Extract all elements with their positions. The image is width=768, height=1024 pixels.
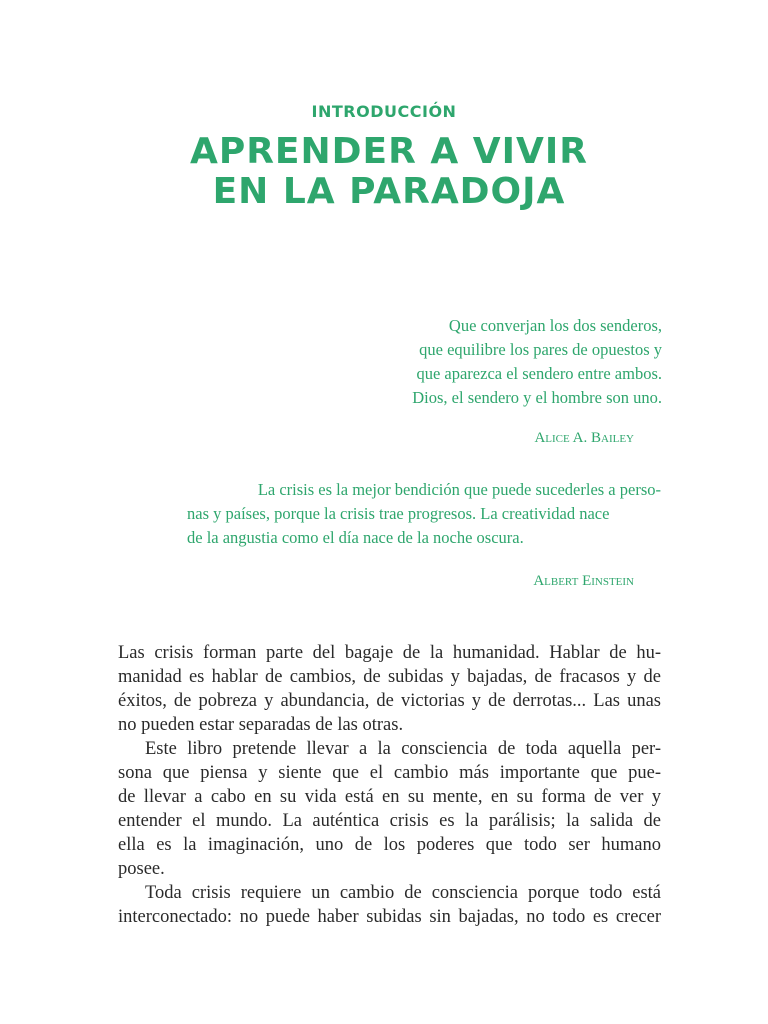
body-line: Las crisis forman parte del bagaje de la humanidad. Hablar de hu- — [118, 643, 661, 663]
epigraph-2-line: La crisis es la mejor bendición que puede sucederles a perso- — [257, 480, 661, 499]
epigraph-2-author: Albert Einstein — [533, 573, 634, 589]
body-line: Toda crisis requiere un cambio de consciencia porque todo está — [145, 883, 661, 903]
epigraph-2-line: nas y países, porque la crisis trae progresos. La creatividad nace — [187, 504, 610, 523]
body-line: de llevar a cabo en su vida está en su mente, en su forma de ver y — [118, 787, 661, 807]
body-line: éxitos, de pobreza y abundancia, de victorias y de derrotas... Las unas — [118, 691, 661, 711]
epigraph-1-line: que aparezca el sendero entre ambos. — [416, 364, 662, 383]
body-line: sona que piensa y siente que el cambio más importante que pue- — [118, 763, 661, 783]
epigraph-2 — [187, 478, 661, 550]
body-line: Este libro pretende llevar a la consciencia de toda aquella per- — [145, 739, 661, 759]
body-line: no pueden estar separadas de las otras. — [118, 715, 404, 735]
body-line: posee. — [118, 859, 165, 879]
epigraph-1 — [412, 314, 662, 410]
chapter-title-line-2: EN LA PARADOJA — [212, 171, 566, 212]
epigraph-1-line: que equilibre los pares de opuestos y — [419, 340, 662, 359]
chapter-kicker: INTRODUCCIÓN — [311, 102, 457, 121]
body-line: manidad es hablar de cambios, de subidas y bajadas, de fracasos y de — [118, 667, 661, 687]
epigraph-1-author: Alice A. Bailey — [534, 430, 634, 446]
body-line: entender el mundo. La auténtica crisis es la parálisis; la salida de — [118, 811, 661, 831]
body-line: ella es la imaginación, uno de los poderes que todo ser humano — [118, 835, 661, 855]
epigraph-1-line: Que converjan los dos senderos, — [448, 316, 662, 335]
chapter-title — [0, 132, 768, 212]
epigraph-2-line: de la angustia como el día nace de la noche oscura. — [187, 528, 524, 547]
body-line: interconectado: no puede haber subidas sin bajadas, no todo es crecer — [118, 907, 661, 927]
chapter-title-line-1: APRENDER A VIVIR — [189, 131, 589, 172]
epigraph-1-line: Dios, el sendero y el hombre son uno. — [412, 388, 662, 407]
body-text — [118, 641, 661, 929]
